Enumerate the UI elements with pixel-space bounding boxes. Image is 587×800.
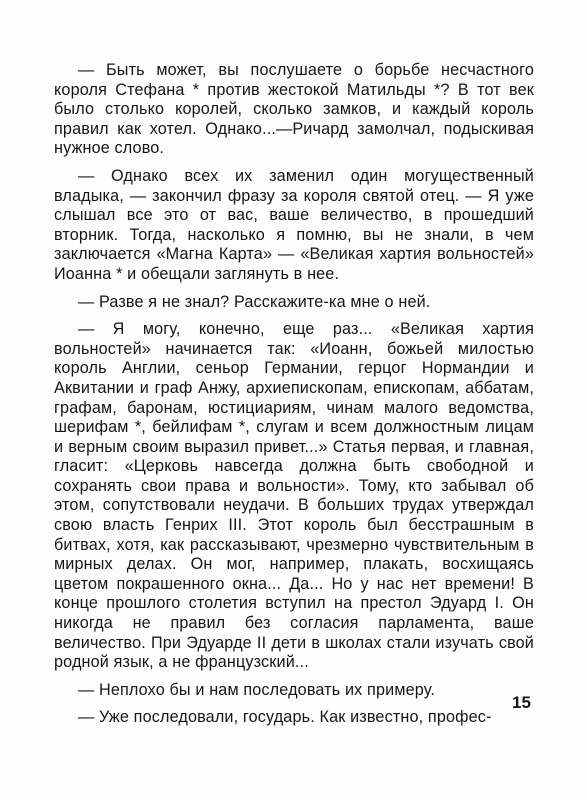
body-text [54,61,534,736]
paragraph: — Разве я не знал? Расскажите-ка мне о ней. [78,292,431,311]
paragraph: — Однако всех их заменил один могущественный владыка, — закончил фразу за короля святой отец. — Я уже слышал все это от вас, ваше величество, в прошедший вторник. Тогда, насколько я помню, вы не знали, в чем заключается «Магна Карта» — «Великая хартия вольностей» Иоанна * и обещали заглянуть в нее. [54,166,534,283]
paragraph: — Уже последовали, государь. Как известно, профес- [78,708,492,727]
paragraph: — Неплохо бы и нам последовать их примеру. [78,680,435,699]
page-number: 15 [512,693,531,712]
paragraph: — Я могу, конечно, еще раз... «Великая хартия вольностей» начинается так: «Иоанн, божьей милостью король Англии, сеньор Германии, герцог Нормандии и Аквитании и граф Анжу, архиепископам, епископам, аббатам, графам, баронам, юстициариям, чинам малого ведомства, шерифам *, бейлифам *, слугам и всем должностным лицам и верным своим выразил привет...» Статья первая, и главная, гласит: «Церковь навсегда должна быть свободной и сохранять свои права и вольности». Тому, кто забывал об этом, сопутствовали неудачи. В больших трудах утверждал свою власть Генрих III. Этот король был бесстрашным в битвах, хотя, как рассказывают, чрезмерно чувствительным в мирных делах. Он мог, например, плакать, восхищаясь цветом покрашенного окна... Да... Но у нас нет времени! В конце прошлого столетия вступил на престол Эдуард I. Он никогда не правил без согласия парламента, ваше величество. При Эдуарде II дети в школах стали изучать свой родной язык, а не французский... [54,320,534,672]
paragraph: — Быть может, вы послушаете о борьбе несчастного короля Стефана * против жестокой Матильды *? В тот век было столько королей, сколько замков, и каждый король правил как хотел. Однако...—Ричард замолчал, подыскивая нужное слово. [54,61,534,158]
